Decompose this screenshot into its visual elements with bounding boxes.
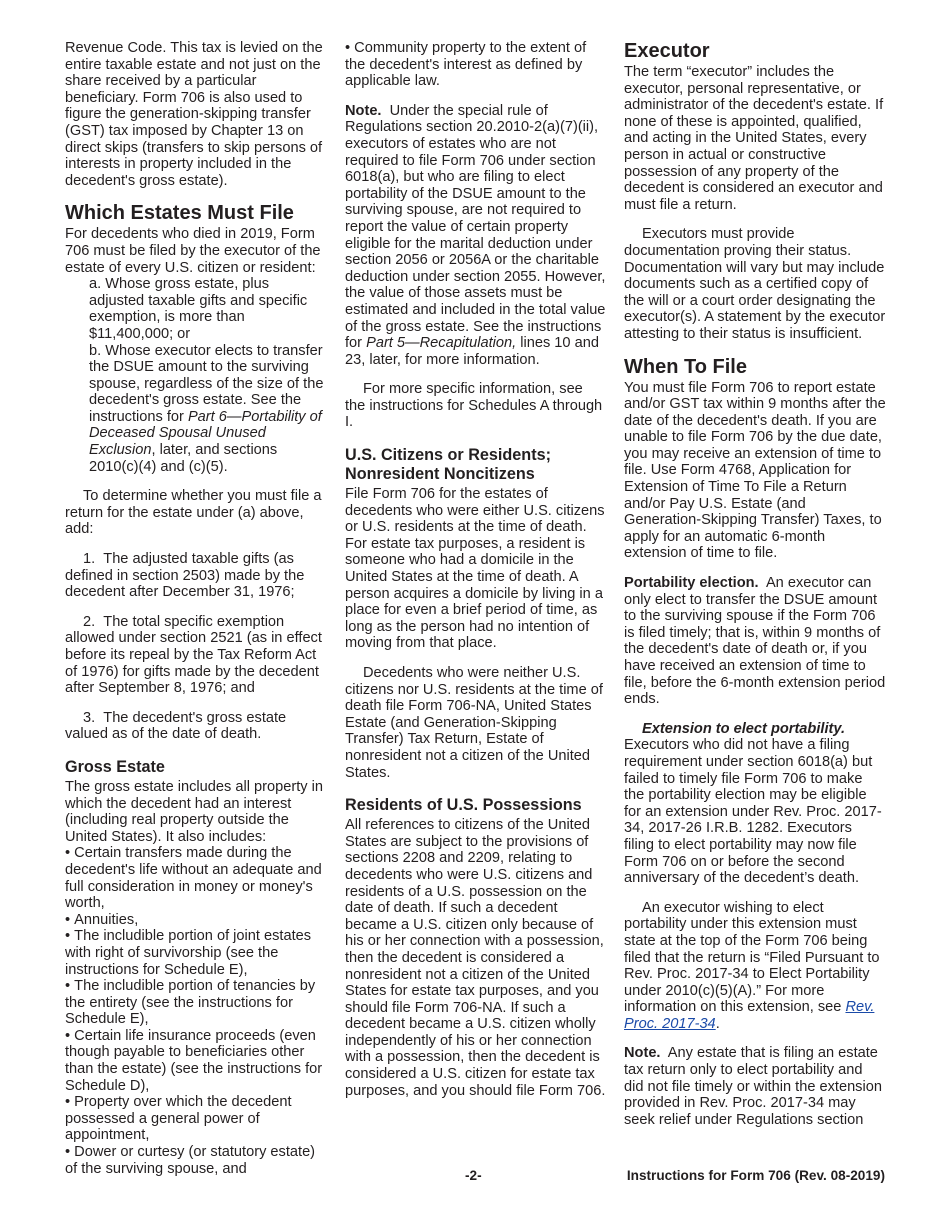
note-text-end: lines 10 and 23, later, for more information. xyxy=(345,335,599,368)
column-middle xyxy=(345,40,607,1099)
citizens-paragraph: File Form 706 for the estates of decedents who were either U.S. citizens or U.S. residents at the time of death. For estate tax purposes, a resident is someone who had a domicile in the United States at the time of death. A person acquires a domicile by living in a place for even a brief period of time, as long as the person had no intention of moving from that place. xyxy=(345,486,605,652)
portability-text: An executor can only elect to transfer the DSUE amount to the surviving spouse if the Form 706 is filed timely; that is, within 9 months of the decedent's date of death or, if you have received an extension of time to file, before the 6-month extension period ends. xyxy=(624,575,886,708)
bullet-item: • Dower or curtesy (or statutory estate) of the surviving spouse, and xyxy=(65,1144,325,1177)
item-a: a. Whose gross estate, plus adjusted taxable gifts and specific exemption, is more than $11,400,000; or xyxy=(89,276,308,342)
bullet-item: • Property over which the decedent possessed a general power of appointment, xyxy=(65,1094,325,1144)
column-right xyxy=(624,40,886,1128)
executor-paragraph: The term “executor” includes the executor, personal representative, or administrator of the decedent's estate. If none of these is appointed, qualified, and acting in the United States, every person in actual or constructive possession of any property of the decedent is considered an executor and must file a return. xyxy=(624,64,884,213)
portability-paragraph xyxy=(624,575,886,708)
form-title: Instructions for Form 706 (Rev. 08-2019) xyxy=(626,1168,885,1183)
portability-label: Portability election. xyxy=(624,575,759,592)
note-relief-text: Any estate that is filing an estate tax return only to elect portability and did not file timely or within the extension provided in Rev. Proc. 2017-34 may seek relief under Regulations section xyxy=(624,1045,882,1128)
period: . xyxy=(715,1015,720,1032)
extension-label: Extension to elect portability. xyxy=(642,720,845,737)
note-relief-paragraph xyxy=(624,1045,886,1128)
heading-executor: Executor xyxy=(624,40,710,62)
item-b-italic-ref: Part 6—Portability of Deceased Spousal Unused Exclusion xyxy=(89,408,322,459)
which-estates-paragraph: For decedents who died in 2019, Form 706 must be filed by the executor of the estate of every U.S. citizen or resident: xyxy=(65,226,321,276)
bullet-item: • Certain life insurance proceeds (even though payable to beneficiaries other than the estate) (see the instructions for Schedule D), xyxy=(65,1028,325,1094)
numbered-item-1: 1. The adjusted taxable gifts (as defined in section 2503) made by the decedent after December 31, 1976; xyxy=(65,551,305,601)
nonresident-paragraph: Decedents who were neither U.S. citizens nor U.S. residents at the time of death file Form 706-NA, United States Estate (and Generation-Skipping Transfer) Tax Return, Estate of nonresident not a citizen of the United States. xyxy=(345,665,603,781)
note-italic-ref: Part 5—Recapitulation, xyxy=(366,335,517,352)
heading-citizens-residents: U.S. Citizens or Residents; Nonresident Noncitizens xyxy=(345,446,551,484)
numbered-item-2: 2. The total specific exemption allowed under section 2521 (as in effect before its repeal by the Tax Reform Act of 1976) for gifts made by the decedent after September 8, 1976; and xyxy=(65,613,322,697)
when-to-file-paragraph: You must file Form 706 to report estate and/or GST tax within 9 months after the date of the decedent's death. If you are unable to file Form 706 by the due date, you may receive an extension of time to file. Use Form 4768, Application for Extension of Time To File a Return and/or Pay U.S. Estate (and Generation-Skipping Transfer) Taxes, to apply for an automatic 6-month extension of time to file. xyxy=(624,379,886,562)
bullet-item: • Annuities, xyxy=(65,912,325,929)
numbered-item-3: 3. The decedent's gross estate valued as of the date of death. xyxy=(65,709,287,743)
bullet-community-property: • Community property to the extent of the decedent's interest as defined by applicable law. xyxy=(345,40,607,90)
item-b xyxy=(65,343,325,476)
note-label: Note. xyxy=(345,102,382,119)
wishing-text: An executor wishing to elect portability under this extension must state at the top of the Form 706 being filed that the return is “Filed Pursuant to Rev. Proc. 2017-34 to Elect Portability under 2010(c)(5)(A).” For more information on this extension, see xyxy=(624,899,880,1016)
note-paragraph xyxy=(345,103,607,369)
possessions-paragraph: All references to citizens of the United States are subject to the provisions of sections 2208 and 2209, relating to decedents who were U.S. citizens and residents of a U.S. possession on the date of death. If such a decedent became a U.S. citizen only because of his or her connection with a possession, then the decedent is considered a nonresident not a citizen of the United States for estate tax purposes, and you should file Form 706-NA. If such a decedent became a U.S. citizen wholly independently of his or her connection with a possession, then the decedent is considered a U.S. citizen for estate tax purposes, and you should file Form 706. xyxy=(345,817,606,1099)
bullet-item: • The includible portion of joint estates with right of survivorship (see the instructions for Schedule E), xyxy=(65,928,325,978)
intro-paragraph: Revenue Code. This tax is levied on the entire taxable estate and not just on the share received by a particular beneficiary. Form 706 is also used to figure the generation-skipping transfer (GST) tax imposed by Chapter 13 on direct skips (transfers to skip persons of interests in property included in the decedent's gross estate). xyxy=(65,40,323,189)
extension-label-line xyxy=(624,721,886,738)
heading-gross-estate: Gross Estate xyxy=(65,757,165,776)
wishing-paragraph xyxy=(624,900,886,1033)
note-label: Note. xyxy=(624,1045,661,1062)
heading-which-estates-must-file: Which Estates Must File xyxy=(65,202,294,225)
column-left xyxy=(65,40,325,1177)
item-b-text: b. Whose executor elects to transfer the DSUE amount to the surviving spouse, regardless of the size of the decedent's gross estate. See the instructions for xyxy=(89,342,324,425)
determine-paragraph: To determine whether you must file a return for the estate under (a) above, add: xyxy=(65,488,322,538)
more-info-paragraph: For more specific information, see the instructions for Schedules A through I. xyxy=(345,381,603,431)
page-number: -2- xyxy=(465,1168,482,1183)
bullet-item: • The includible portion of tenancies by the entirety (see the instructions for Schedule E), xyxy=(65,978,325,1028)
rev-proc-link[interactable]: Rev. Proc. 2017-34 xyxy=(624,999,875,1032)
documentation-paragraph: Executors must provide documentation proving their status. Documentation will vary but may include documents such as a certified copy of the will or a court order designating the executor(s). A statement by the executor attesting to their status is insufficient. xyxy=(624,226,886,342)
item-b-text-end: , later, and sections 2010(c)(4) and (c)(5). xyxy=(89,442,278,475)
heading-possessions: Residents of U.S. Possessions xyxy=(345,796,582,815)
gross-estate-paragraph: The gross estate includes all property in which the decedent had an interest (including real property outside the United States). It also includes: xyxy=(65,778,323,845)
extension-paragraph: Executors who did not have a filing requirement under section 6018(a) but failed to timely file Form 706 to make the portability election may be eligible for an extension under Rev. Proc. 2017-34, 2017-26 I.R.B. 1282. Executors filing to elect portability may now file Form 706 on or before the second anniversary of the decedent’s death. xyxy=(624,737,882,887)
note-text: Under the special rule of Regulations section 20.2010-2(a)(7)(ii), executors of estates who are not required to file Form 706 under section 6018(a), but who are filing to elect portability of the DSUE amount to the surviving spouse, are not required to report the value of certain property eligible for the marital deduction under section 2056 or 2056A or the charitable deduction under section 2055. However, the value of those assets must be estimated and included in the total value of the gross estate. See the instructions for xyxy=(345,102,606,352)
page-footer xyxy=(65,1168,885,1186)
bullet-item: • Certain transfers made during the decedent's life without an adequate and full consideration in money or money's worth, xyxy=(65,845,325,911)
heading-when-to-file: When To File xyxy=(624,355,747,378)
